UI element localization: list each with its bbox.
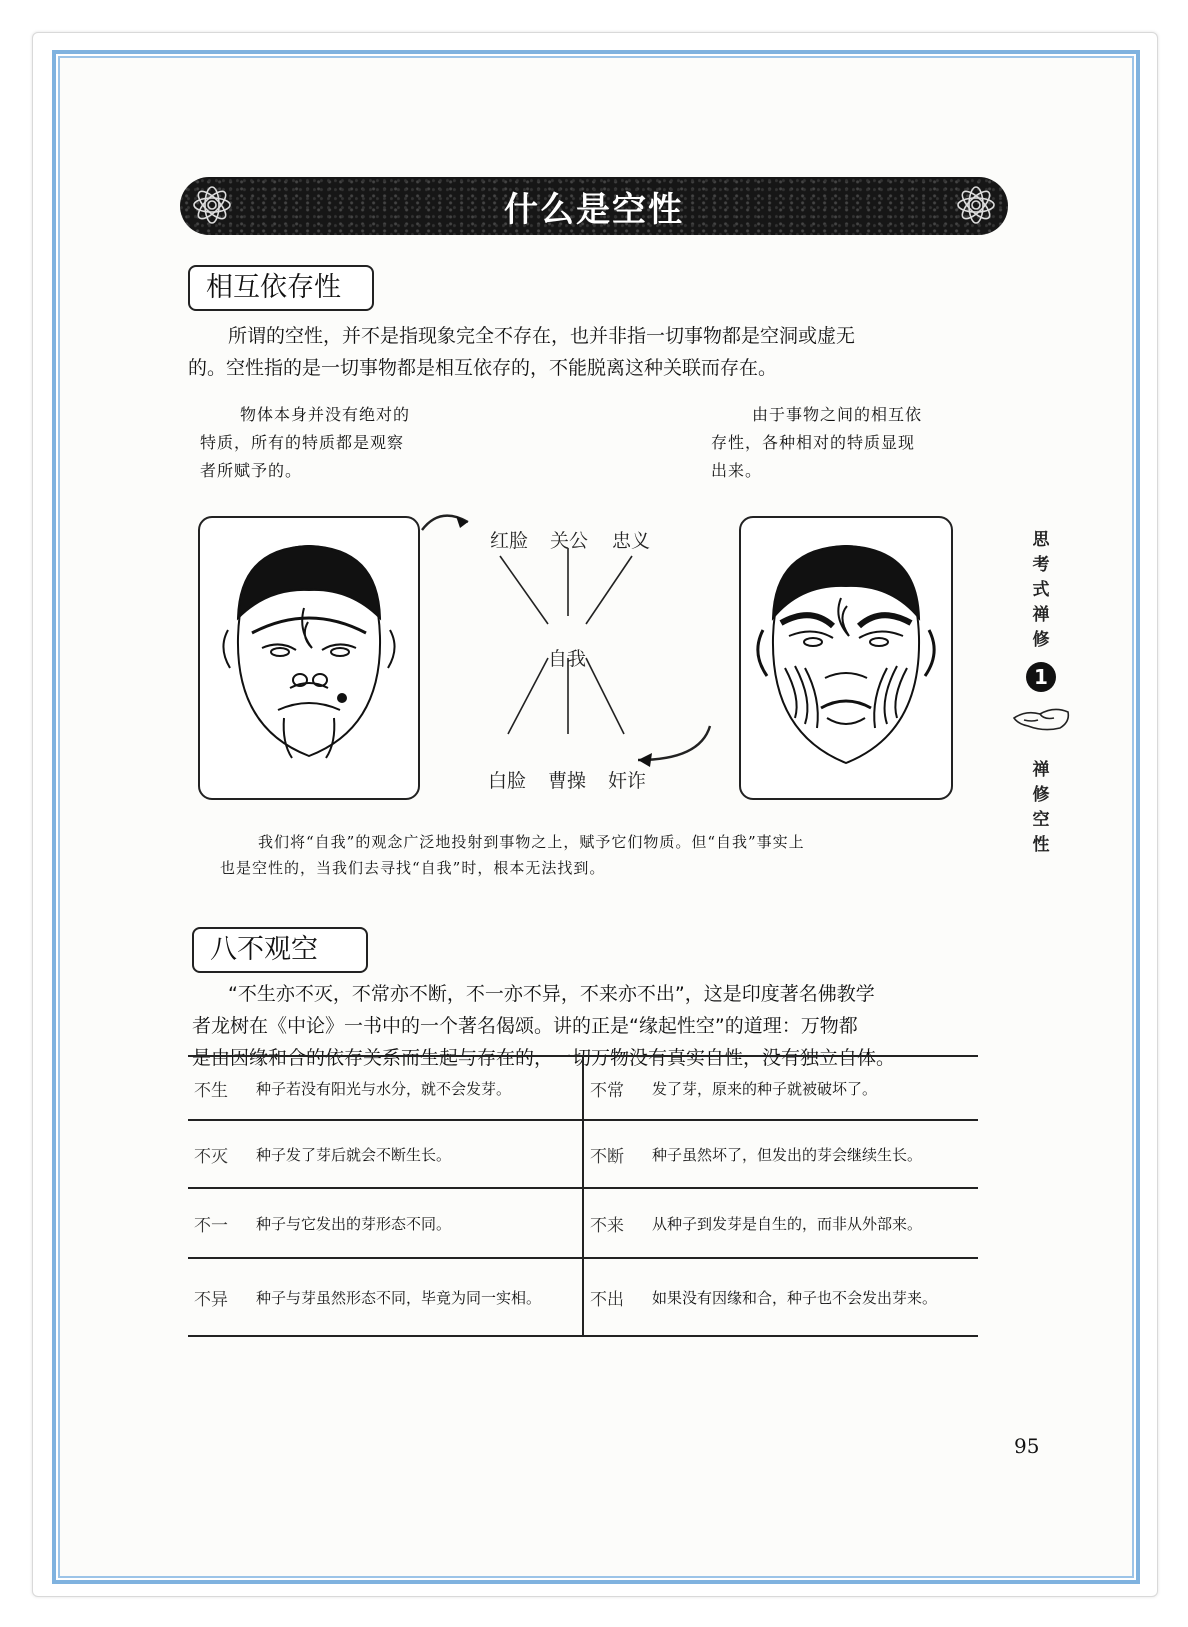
section-title-eight-negations: 八不观空 bbox=[192, 927, 368, 973]
sidebar-char: 空 bbox=[1032, 810, 1050, 830]
table-desc: 发了芽，原来的种子就被破坏了。 bbox=[646, 1056, 978, 1120]
chapter-number-badge: 1 bbox=[1026, 662, 1056, 692]
trait-red-face: 红脸 bbox=[490, 530, 529, 552]
sidebar-char: 思 bbox=[1032, 530, 1050, 550]
page-number: 95 bbox=[1014, 1434, 1040, 1458]
sidebar-char: 考 bbox=[1032, 555, 1050, 575]
trait-white-face: 白脸 bbox=[488, 770, 527, 792]
opera-mask-red-face-icon bbox=[200, 518, 418, 798]
table-desc: 如果没有因缘和合，种子也不会发出芽来。 bbox=[646, 1258, 978, 1336]
diagram-bottom-caption-line2: 也是空性的，当我们去寻找“自我”时，根本无法找到。 bbox=[220, 859, 606, 877]
opera-mask-white-face-icon bbox=[741, 518, 951, 798]
table-term: 不一 bbox=[188, 1188, 250, 1258]
right-caption-line2: 存性，各种相对的特质显现 bbox=[711, 433, 916, 452]
arrowhead-icon bbox=[638, 753, 652, 767]
sidebar-char: 禅 bbox=[1032, 605, 1050, 625]
table-term: 不断 bbox=[583, 1120, 646, 1188]
table-desc: 种子与它发出的芽形态不同。 bbox=[250, 1188, 583, 1258]
table-desc: 种子发了芽后就会不断生长。 bbox=[250, 1120, 583, 1188]
table-term: 不出 bbox=[583, 1258, 646, 1336]
table-term: 不来 bbox=[583, 1188, 646, 1258]
section2-paragraph-line3: 是由因缘和合的依存关系而生起与存在的，一切万物没有真实自性，没有独立自体。 bbox=[192, 1047, 896, 1069]
right-caption-line1: 由于事物之间的相互依 bbox=[752, 405, 923, 424]
trait-cao-cao: 曹操 bbox=[548, 770, 587, 792]
sidebar-char: 性 bbox=[1032, 835, 1050, 855]
table-row bbox=[188, 1056, 978, 1120]
sidebar-char: 式 bbox=[1032, 580, 1050, 600]
table-term: 不生 bbox=[188, 1056, 250, 1120]
table-desc: 种子与芽虽然形态不同，毕竟为同一实相。 bbox=[250, 1258, 583, 1336]
hand-mudra-icon bbox=[1010, 700, 1074, 736]
section2-paragraph-line1: “不生亦不灭，不常亦不断，不一亦不异，不来亦不出”，这是印度著名佛教学 bbox=[228, 983, 875, 1005]
table-term: 不灭 bbox=[188, 1120, 250, 1188]
trait-guan-gong: 关公 bbox=[550, 530, 589, 552]
table-desc: 种子虽然坏了，但发出的芽会继续生长。 bbox=[646, 1120, 978, 1188]
center-self-label: 自我 bbox=[548, 648, 587, 670]
section1-paragraph-line1: 所谓的空性，并不是指现象完全不存在，也并非指一切事物都是空洞或虚无 bbox=[228, 325, 856, 347]
table-row bbox=[188, 1258, 978, 1336]
diagram-bottom-caption-line1: 我们将“自我”的观念广泛地投射到事物之上，赋予它们物质。但“自我”事实上 bbox=[258, 833, 805, 851]
guan-gong-face-illustration bbox=[198, 516, 420, 800]
sidebar-chapter-title bbox=[1030, 758, 1052, 858]
lotus-ornament-icon bbox=[950, 179, 1002, 231]
table-term: 不异 bbox=[188, 1258, 250, 1336]
left-caption-line3: 者所赋予的。 bbox=[200, 461, 303, 480]
sidebar-char: 修 bbox=[1032, 630, 1050, 650]
eight-negations-table bbox=[188, 1055, 978, 1337]
trait-loyalty: 忠义 bbox=[612, 530, 651, 552]
diagram-ray bbox=[586, 556, 632, 624]
left-caption-line2: 特质，所有的特质都是观察 bbox=[200, 433, 405, 452]
table-row bbox=[188, 1188, 978, 1258]
cao-cao-face-illustration bbox=[739, 516, 953, 800]
diagram-ray bbox=[586, 658, 624, 734]
table-row bbox=[188, 1120, 978, 1188]
lotus-ornament-icon bbox=[186, 179, 238, 231]
chapter-banner bbox=[180, 177, 1008, 235]
table-desc: 从种子到发芽是自生的，而非从外部来。 bbox=[646, 1188, 978, 1258]
sidebar-char: 修 bbox=[1032, 785, 1050, 805]
sidebar-char: 禅 bbox=[1032, 760, 1050, 780]
page-title: 什么是空性 bbox=[504, 189, 684, 230]
table-desc: 种子若没有阳光与水分，就不会发芽。 bbox=[250, 1056, 583, 1120]
diagram-ray bbox=[500, 556, 548, 624]
sidebar-series-title bbox=[1030, 528, 1052, 653]
left-caption-line1: 物体本身并没有绝对的 bbox=[240, 405, 411, 424]
right-caption-line3: 出来。 bbox=[711, 461, 763, 480]
table-term: 不常 bbox=[583, 1056, 646, 1120]
section-title-interdependence: 相互依存性 bbox=[188, 265, 374, 311]
section2-paragraph-line2: 者龙树在《中论》一书中的一个著名偈颂。讲的正是“缘起性空”的道理：万物都 bbox=[192, 1015, 858, 1037]
trait-treachery: 奸诈 bbox=[608, 770, 647, 792]
diagram-ray bbox=[508, 658, 548, 734]
section1-paragraph-line2: 的。空性指的是一切事物都是相互依存的，不能脱离这种关联而存在。 bbox=[188, 357, 778, 379]
